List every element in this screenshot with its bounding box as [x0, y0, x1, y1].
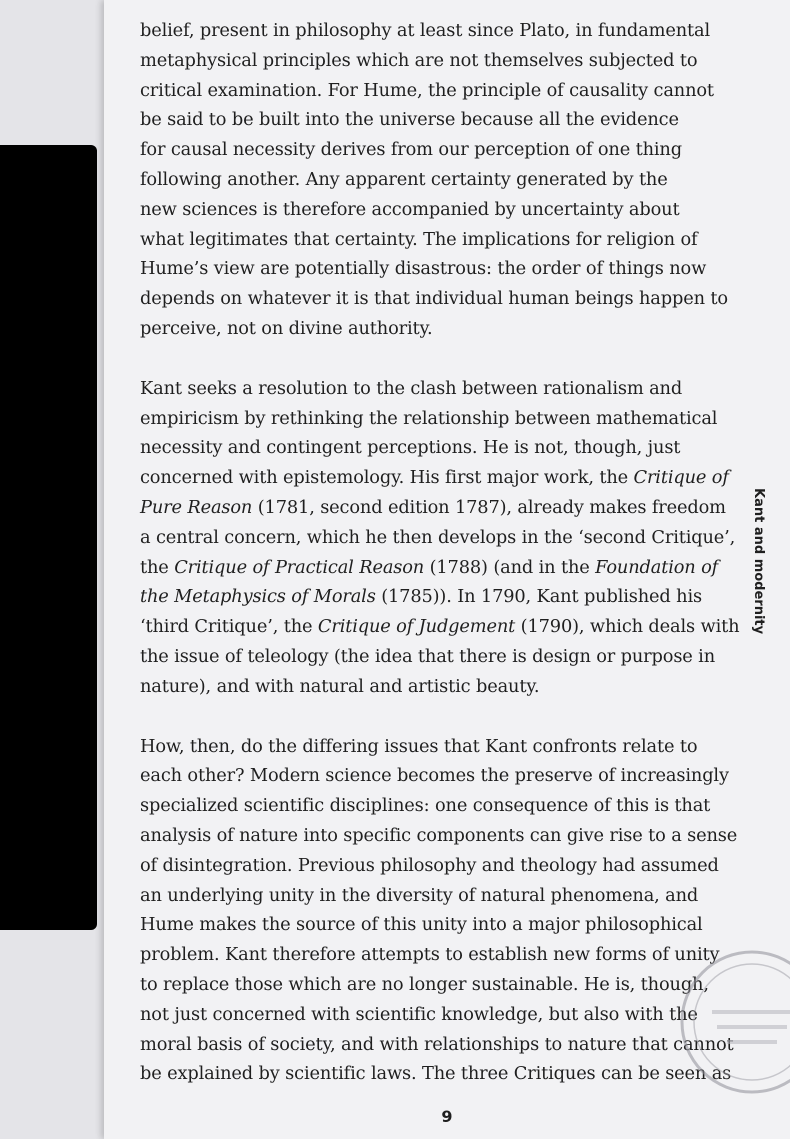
paragraph	[140, 16, 750, 344]
text-line: ‘third Critique’, the Critique of Judgement (1790), which deals with	[140, 616, 740, 638]
watermark-seal	[672, 942, 790, 1102]
text-line: what legitimates that certainty. The implications for religion of	[140, 228, 698, 250]
text-line: nature), and with natural and artistic beauty.	[140, 675, 540, 697]
text-line: the Metaphysics of Morals (1785)). In 1790, Kant published his	[140, 586, 702, 608]
text-line: moral basis of society, and with relationships to nature that cannot	[140, 1033, 734, 1055]
text-line: an underlying unity in the diversity of natural phenomena, and	[140, 884, 699, 906]
text-line: Pure Reason (1781, second edition 1787), already makes freedom	[140, 496, 726, 518]
paragraph	[140, 732, 750, 1090]
text-line: Kant seeks a resolution to the clash between rationalism and	[140, 377, 683, 399]
black-thumb-tab	[0, 145, 97, 930]
text-line: critical examination. For Hume, the principle of causality cannot	[140, 79, 714, 101]
text-line: analysis of nature into specific components can give rise to a sense	[140, 824, 738, 846]
text-line: problem. Kant therefore attempts to establish new forms of unity	[140, 944, 720, 966]
text-line: metaphysical principles which are not themselves subjected to	[140, 49, 698, 71]
text-line: new sciences is therefore accompanied by uncertainty about	[140, 198, 680, 220]
text-line: not just concerned with scientific knowledge, but also with the	[140, 1003, 698, 1025]
book-page	[104, 0, 790, 1139]
text-line: concerned with epistemology. His first major work, the Critique of	[140, 467, 729, 489]
text-line: belief, present in philosophy at least since Plato, in fundamental	[140, 20, 710, 41]
text-line: depends on whatever it is that individual human beings happen to	[140, 288, 728, 310]
text-line: How, then, do the differing issues that Kant confronts relate to	[140, 735, 698, 757]
text-line: be said to be built into the universe because all the evidence	[140, 109, 679, 131]
text-line: necessity and contingent perceptions. He is not, though, just	[140, 437, 681, 459]
text-line: of disintegration. Previous philosophy and theology had assumed	[140, 854, 719, 876]
text-line: perceive, not on divine authority.	[140, 317, 433, 339]
text-line: the issue of teleology (the idea that there is design or purpose in	[140, 645, 716, 667]
running-head: Kant and modernity	[751, 488, 766, 635]
text-line: specialized scientific disciplines: one consequence of this is that	[140, 795, 711, 817]
body-text	[140, 16, 750, 1089]
text-line: Hume makes the source of this unity into a major philosophical	[140, 914, 703, 936]
show-through-text	[750, 0, 790, 140]
text-line: Hume’s view are potentially disastrous: the order of things now	[140, 258, 707, 280]
text-line: a central concern, which he then develops in the ‘second Critique’,	[140, 526, 736, 548]
page-number: 9	[441, 1107, 453, 1126]
text-line: each other? Modern science becomes the preserve of increasingly	[140, 765, 729, 787]
text-line: to replace those which are no longer sustainable. He is, though,	[140, 973, 709, 995]
text-line: the Critique of Practical Reason (1788) (and in the Foundation of	[140, 556, 719, 578]
text-line: following another. Any apparent certainty generated by the	[140, 168, 668, 190]
text-line: be explained by scientific laws. The three Critiques can be seen as	[140, 1063, 732, 1085]
text-line: empiricism by rethinking the relationship between mathematical	[140, 407, 718, 429]
paragraph	[140, 374, 750, 702]
text-line: for causal necessity derives from our perception of one thing	[140, 139, 682, 161]
